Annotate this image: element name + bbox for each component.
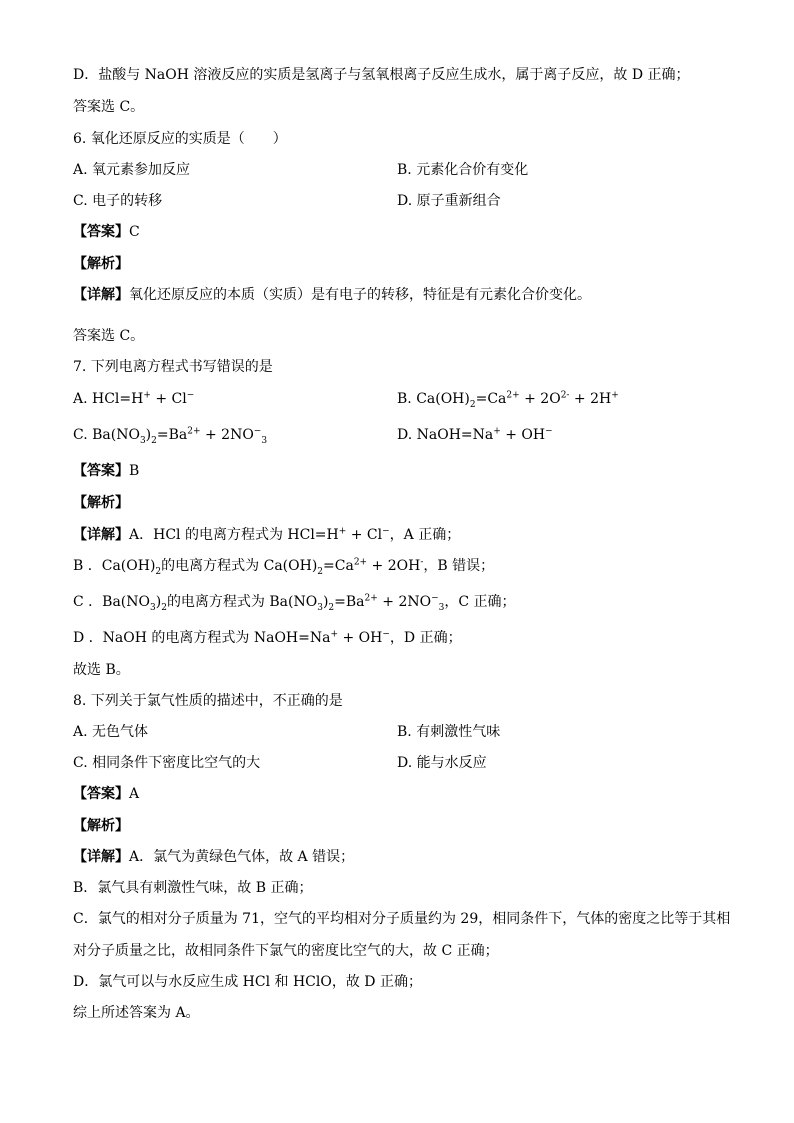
detail-line: [73, 848, 354, 866]
analysis-tag: 【解析】: [73, 256, 129, 272]
formula-text: C. Ba(NO: [73, 427, 140, 443]
text-line: D．盐酸与 NaOH 溶液反应的实质是氢离子与氢氧根离子反应生成水，属于离子反应，故 D 正确；: [73, 67, 690, 83]
charge: 2+: [187, 426, 201, 437]
subscript: 2: [151, 435, 157, 446]
analysis-tag: 【解析】: [73, 495, 129, 511]
detail-line: [73, 526, 460, 544]
charge: −: [253, 426, 262, 437]
answer-value: C: [129, 224, 140, 240]
text-line: 答案选 C。: [73, 328, 145, 344]
detail-text: A．氯气为黄绿色气体，故 A 错误；: [129, 849, 355, 865]
detail-text: C ．Ba(NO: [73, 594, 150, 610]
option-b: [397, 390, 619, 408]
option-a: [73, 390, 194, 408]
detail-text: =Ca: [323, 558, 354, 574]
detail-text: 的电离方程式为 Ca(OH): [161, 558, 318, 574]
detail-text: ): [322, 594, 329, 610]
charge: +: [611, 390, 619, 401]
charge: −: [382, 526, 390, 537]
charge: −: [186, 390, 195, 401]
answer-value: B: [129, 463, 140, 479]
subscript: 2: [161, 602, 167, 613]
subscript: 2: [469, 399, 476, 410]
text-line: 综上所述答案为 A。: [73, 1005, 200, 1021]
detail-text: + 2NO: [377, 594, 432, 610]
option-d: D. 原子重新组合: [397, 193, 501, 209]
formula-text: + OH: [500, 427, 546, 443]
detail-text: ): [155, 594, 162, 610]
formula-text: + 2H: [569, 391, 612, 407]
detail-text: D ．NaOH 的电离方程式为 NaOH=Na: [73, 630, 331, 646]
option-a: A. 无色气体: [73, 724, 149, 740]
detail-text: + OH: [338, 630, 383, 646]
detail-line: [73, 557, 494, 575]
formula-text: =Ca: [475, 391, 507, 407]
detail-line: 对分子质量之比，故相同条件下氯气的密度比空气的大，故 C 正确；: [73, 943, 499, 959]
charge: -: [420, 557, 424, 568]
charge: +: [143, 390, 151, 401]
option-c: [73, 426, 267, 444]
subscript: 3: [261, 435, 268, 446]
option-d: [397, 426, 553, 444]
detail-line: B．氯气具有刺激性气味，故 B 正确；: [73, 880, 313, 896]
answer-tag: 【答案】: [73, 786, 129, 802]
detail-tag: 【详解】: [73, 287, 129, 303]
option-c: C. 电子的转移: [73, 193, 163, 209]
detail-text: + Cl: [346, 527, 383, 543]
detail-text: =Ba: [334, 594, 365, 610]
text-line: 故选 B。: [73, 662, 130, 678]
subscript: 3: [438, 602, 445, 613]
subscript: 3: [139, 435, 146, 446]
option-d: D. 能与水反应: [397, 755, 487, 771]
formula-text: + 2NO: [200, 427, 254, 443]
formula-text: + 2O: [519, 391, 561, 407]
detail-text: ，B 错误；: [423, 558, 495, 574]
detail-text: ，C 正确；: [444, 594, 516, 610]
detail-line: D．氯气可以与水反应生成 HCl 和 HClO，故 D 正确；: [73, 974, 422, 990]
option-b: B. 元素化合价有变化: [397, 162, 529, 178]
detail-tag: 【详解】: [73, 849, 129, 865]
charge: +: [330, 629, 339, 640]
formula-text: B. Ca(OH): [397, 391, 470, 407]
detail-text: B ．Ca(OH): [73, 558, 156, 574]
detail-line: [73, 593, 516, 611]
formula-text: A. HCl=H: [73, 391, 144, 407]
detail-line: [73, 629, 462, 647]
detail-tag: 【详解】: [73, 527, 129, 543]
detail-text: A．HCl 的电离方程式为 HCl=H: [129, 527, 339, 543]
option-a: A. 氧元素参加反应: [73, 162, 191, 178]
formula-text: D. NaOH=Na: [397, 427, 494, 443]
answer-line: [73, 785, 139, 803]
formula-text: + Cl: [150, 391, 187, 407]
answer-value: A: [129, 786, 140, 802]
subscript: 2: [155, 566, 162, 577]
option-c: C. 相同条件下密度比空气的大: [73, 755, 261, 771]
charge: 2+: [506, 390, 520, 401]
answer-line: [73, 223, 140, 241]
formula-text: ): [145, 427, 152, 443]
subscript: 2: [328, 602, 335, 613]
question-7: 7. 下列电离方程式书写错误的是: [73, 359, 273, 375]
charge: 2+: [364, 593, 378, 604]
detail-text: 氧化还原反应的本质（实质）是有电子的转移，特征是有元素化合价变化。: [129, 287, 591, 303]
formula-text: =Ba: [156, 427, 188, 443]
detail-text: 的电离方程式为 Ba(NO: [166, 594, 318, 610]
option-b: B. 有刺激性气味: [397, 724, 501, 740]
subscript: 3: [317, 602, 323, 613]
charge: +: [493, 426, 501, 437]
text-line: 答案选 C。: [73, 99, 145, 115]
answer-tag: 【答案】: [73, 463, 129, 479]
subscript: 3: [150, 602, 156, 613]
subscript: 2: [317, 566, 324, 577]
charge: −: [545, 426, 553, 437]
question-8: 8. 下列关于氯气性质的描述中，不正确的是: [73, 693, 343, 709]
detail-line: [73, 286, 591, 304]
detail-text: + 2OH: [367, 558, 421, 574]
detail-text: ，A 正确；: [389, 527, 461, 543]
answer-line: [73, 462, 139, 480]
charge: −: [382, 629, 390, 640]
detail-text: ，D 正确；: [389, 630, 462, 646]
analysis-tag: 【解析】: [73, 818, 129, 834]
charge: +: [338, 526, 347, 537]
answer-tag: 【答案】: [73, 224, 129, 240]
detail-line: C．氯气的相对分子质量为 71，空气的平均相对分子质量约为 29，相同条件下，气体的密度之比等于其相: [73, 911, 731, 927]
question-6: 6. 氧化还原反应的实质是（ ）: [73, 131, 287, 147]
charge: 2+: [353, 557, 368, 568]
charge: 2-: [560, 390, 570, 401]
charge: −: [431, 593, 439, 604]
